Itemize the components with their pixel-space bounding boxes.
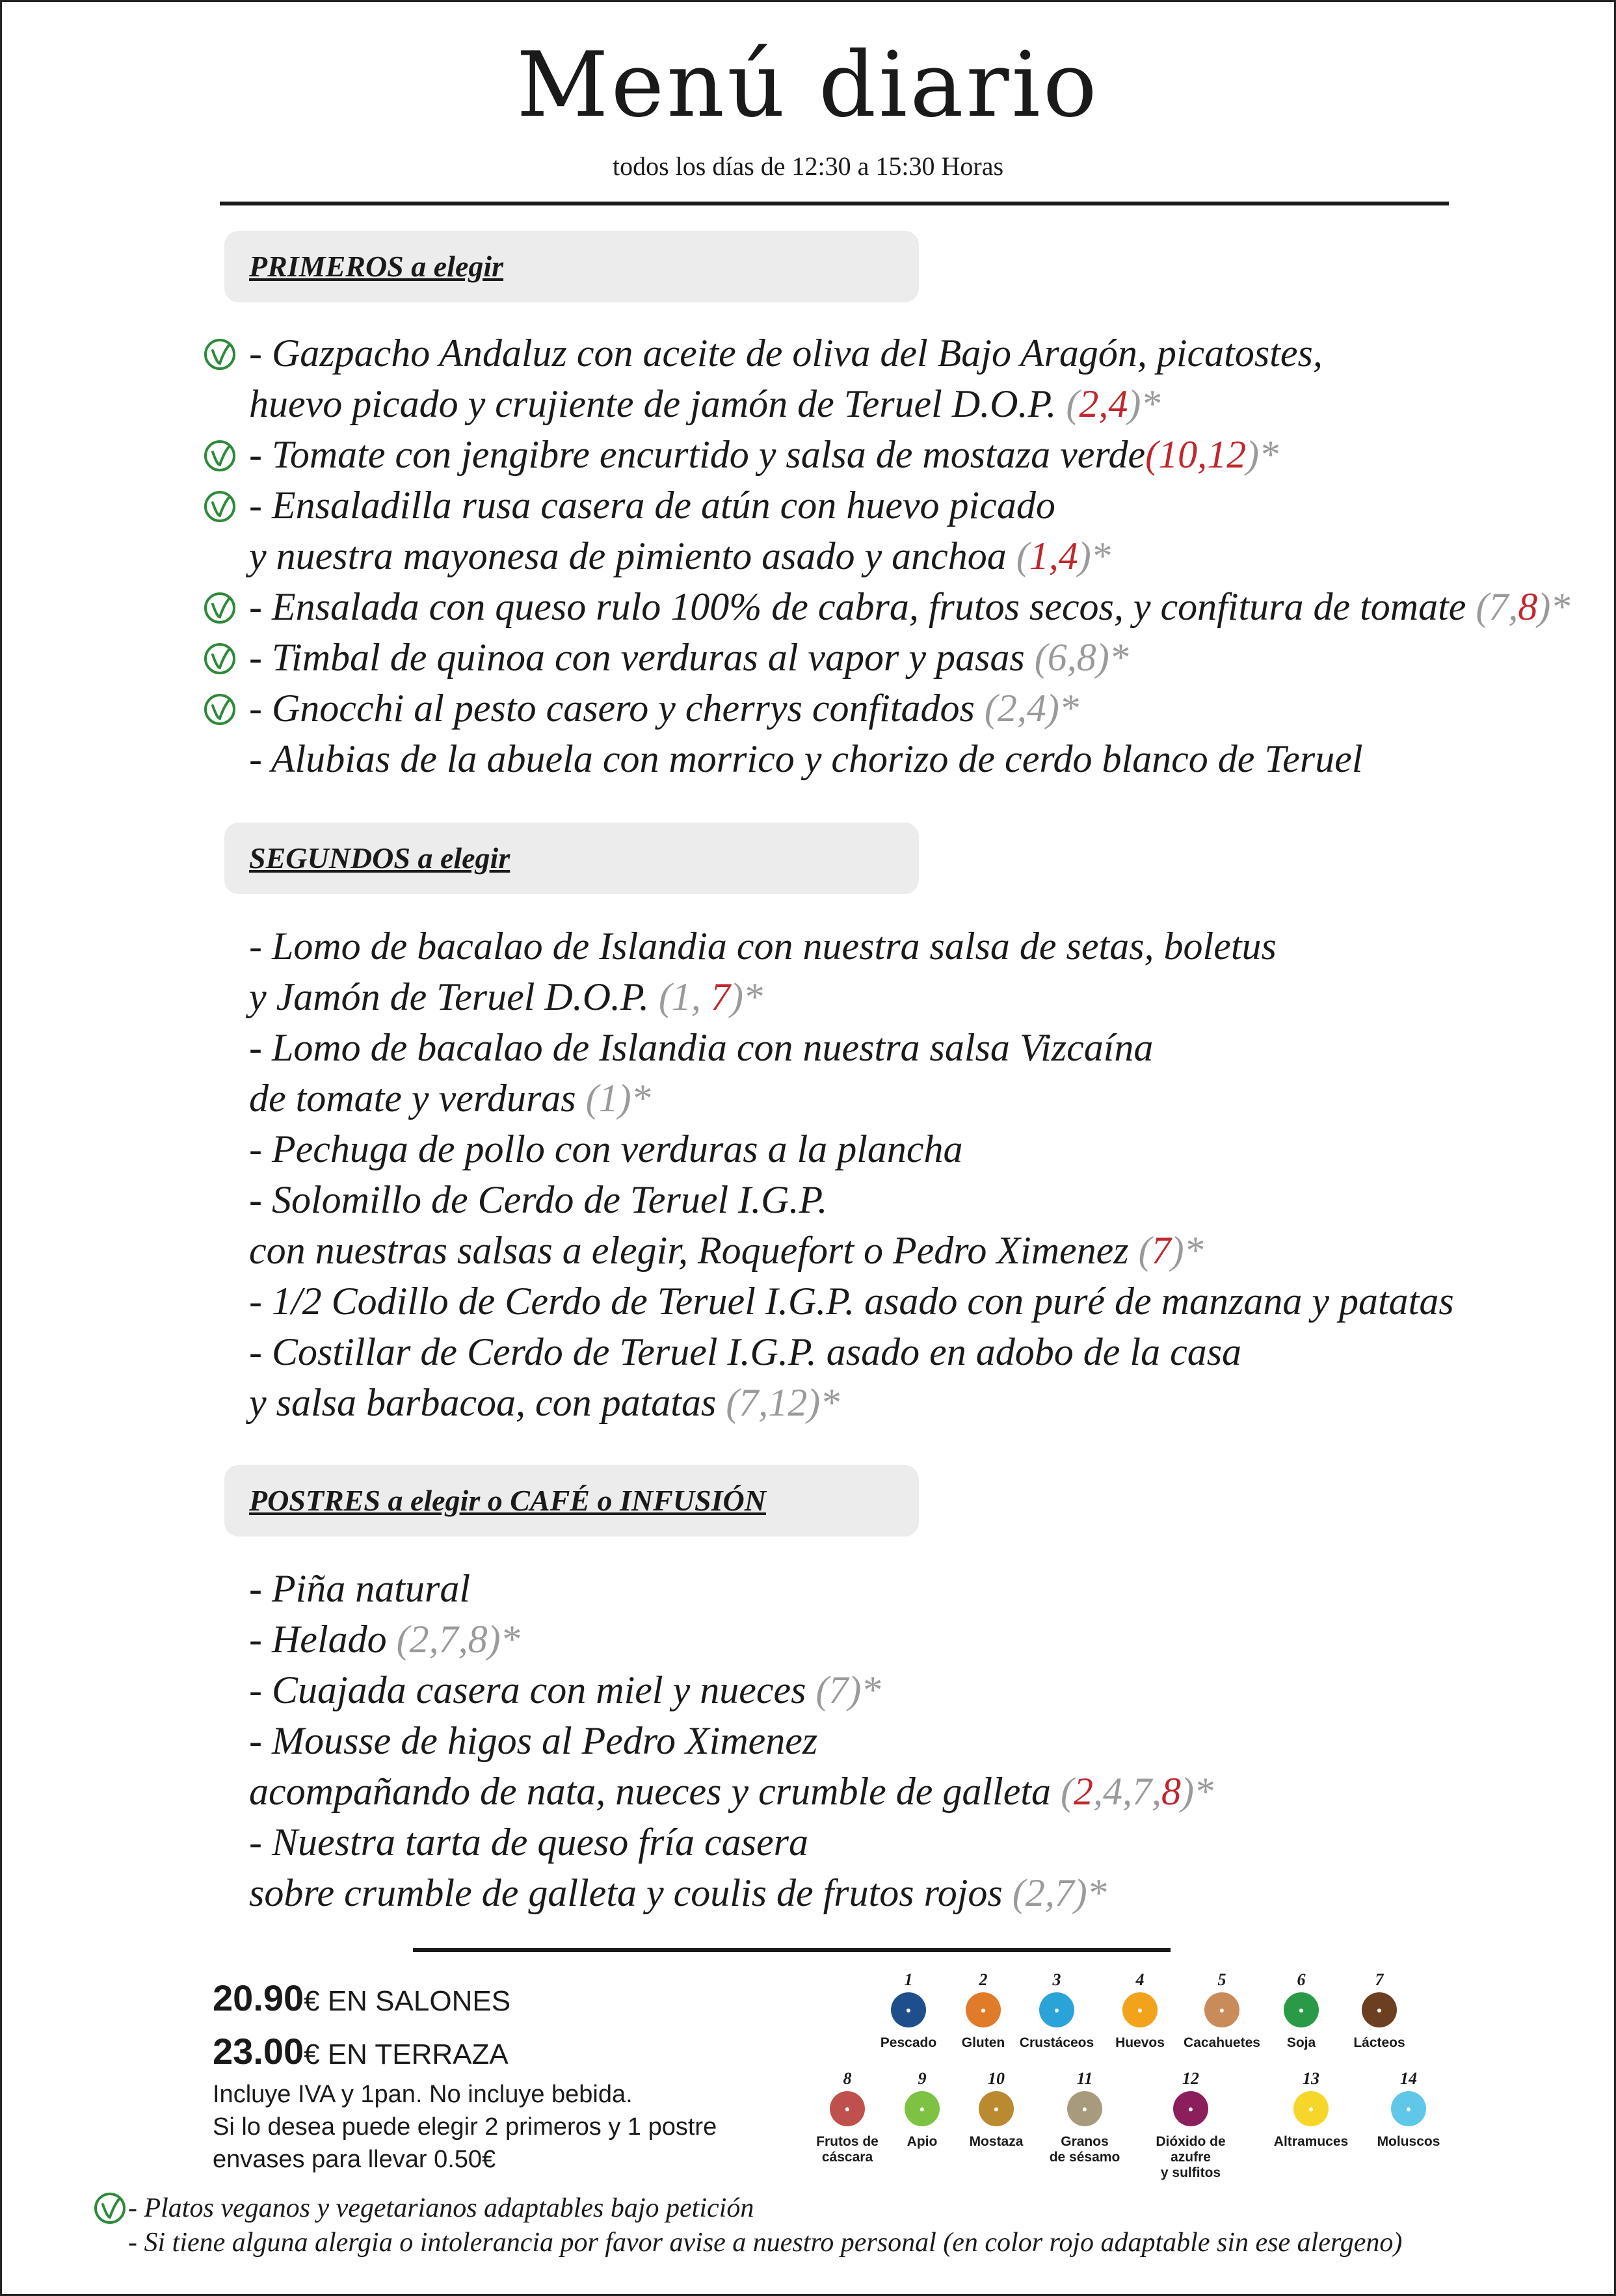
menu-item [249,1721,817,1760]
allergen-code: 2,4 [1079,382,1128,425]
menu-item [249,536,1111,575]
menu-item [249,977,763,1016]
allergen-label: Gluten [961,2035,1005,2050]
price-note-2: Si lo desea puede elegir 2 primeros y 1 postre [213,2113,717,2141]
allergen-label: Frutos de cáscara [816,2134,879,2165]
terraza-price: 23.00 [213,2031,304,2072]
allergen-label: Mostaza [969,2134,1024,2149]
vegan-leaf-icon [203,490,237,523]
menu-item-text: acompañando de nata, nueces y crumble de galleta [249,1770,1061,1813]
lupin-icon: ● [1293,2091,1329,2126]
price-note-1: Incluye IVA y 1pan. No incluye bebida. [213,2081,633,2108]
allergen-code: ( [1061,1770,1074,1813]
vegan-leaf-icon [203,439,237,473]
primeros-title: PRIMEROS a elegir [249,250,504,283]
price-terraza [213,2030,509,2072]
menu-item-text: - Helado [249,1618,397,1661]
allergen-code: 8 [1161,1770,1182,1813]
allergen-code: ( [1138,1229,1152,1272]
menu-item [249,1129,963,1168]
allergen-code: (1)* [585,1077,651,1120]
menu-item-text: - Pechuga de pollo con verduras a la plancha [249,1128,963,1170]
allergen-code: )* [1181,1770,1213,1813]
menu-item [249,1282,1454,1321]
allergen-code: (2,7)* [1012,1871,1107,1914]
allergen-label: Dióxido de azufre y sulfitos [1156,2134,1226,2181]
menu-item [249,435,1278,474]
allergen-code: (7,12)* [726,1381,840,1424]
allergen-code: (6,8)* [1034,636,1129,679]
milk-icon: ● [1362,1992,1397,2027]
menu-item [249,1873,1107,1912]
allergen-11 [1036,2069,1133,2165]
shell-icon: ● [1391,2091,1426,2126]
header-divider [220,202,1449,205]
soy-icon: ● [1284,1992,1319,2027]
allergen-label: Altramuces [1273,2134,1349,2149]
allergen-code: )* [1246,433,1279,476]
allergen-13 [1262,2069,1360,2150]
menu-item-text: - Lomo de bacalao de Islandia con nuestra salsa Vizcaína [249,1026,1154,1069]
nut-icon: ● [830,2091,865,2126]
price-salones [213,1977,510,2019]
allergen-number: 10 [988,2069,1005,2088]
allergen-code: 8 [1518,585,1538,628]
menu-item [249,739,1363,778]
menu-item [249,1569,470,1608]
allergen-code: (7, [1476,585,1518,628]
allergen-number: 11 [1076,2069,1093,2088]
crab-icon: ● [1039,1992,1074,2027]
menu-item-text: - Timbal de quinoa con verduras al vapor y pasas [249,636,1035,679]
menu-item-text: - Piña natural [249,1567,470,1610]
allergen-number: 3 [1052,1970,1061,1989]
menu-item-text: - Costillar de Cerdo de Teruel I.G.P. asado en adobo de la casa [249,1330,1242,1373]
allergen-label: Crustáceos [1019,2035,1094,2050]
vegan-leaf-icon [203,642,237,676]
menu-item [249,1079,651,1118]
postres-title: POSTRES a elegir o CAFÉ o INFUSIÓN [249,1484,766,1517]
menu-item-text: - Nuestra tarta de queso fría casera [249,1821,808,1864]
menu-item-text: - 1/2 Codillo de Cerdo de Teruel I.G.P. asado con puré de manzana y patatas [249,1280,1454,1323]
allergen-code: )* [1128,382,1161,425]
menu-item-text: - Ensaladilla rusa casera de atún con huevo picado [249,484,1055,527]
postres-section-header [224,1465,919,1537]
menu-item-text: - Cuajada casera con miel y nueces [249,1669,816,1711]
allergen-number: 5 [1217,1970,1226,1989]
allergen-number: 1 [904,1970,913,1989]
allergen-code: ( [1066,382,1080,425]
allergen-12 [1142,2069,1239,2181]
menu-item-text: y nuestra mayonesa de pimiento asado y anchoa [249,534,1016,577]
allergen-code: 1,4 [1029,534,1078,577]
allergen-number: 14 [1400,2069,1417,2088]
menu-item-text: - Mousse de higos al Pedro Ximenez [249,1719,818,1762]
allergen-number: 4 [1135,1970,1145,1989]
menu-item [249,587,1570,626]
menu-item [249,1670,881,1709]
vegan-leaf-icon [203,693,237,726]
terraza-label: € EN TERRAZA [304,2039,509,2070]
allergy-note: - Si tiene alguna alergia o intolerancia por favor avise a nuestro personal (en color rojo adaptable sin ese alergeno) [128,2228,1403,2258]
allergen-code: (10,12 [1145,433,1247,476]
menu-item-text: huevo picado y crujiente de jamón de Teruel D.O.P. [249,382,1066,425]
allergen-14 [1360,2069,1457,2150]
allergen-code: ( [1016,534,1029,577]
menu-item [249,1383,840,1422]
segundos-section-header [224,823,919,894]
menu-item [249,1620,520,1659]
allergen-label: Apio [907,2134,938,2149]
menu-item-text: y Jamón de Teruel D.O.P. [249,975,659,1018]
sesame-icon: ● [1067,2091,1102,2126]
allergen-label: Soja [1286,2035,1316,2050]
allergen-label: Cacahuetes [1184,2035,1260,2050]
allergen-code: ,4,7, [1093,1770,1162,1813]
allergen-code: (2,4)* [984,687,1079,730]
menu-item [249,927,1277,966]
menu-item [249,1028,1153,1067]
menu-item [249,334,1323,373]
allergen-number: 9 [918,2069,927,2088]
allergen-label: Moluscos [1377,2134,1440,2149]
primeros-section-header [224,231,919,302]
salones-price: 20.90 [213,1977,304,2018]
allergen-label: Huevos [1115,2035,1165,2050]
allergen-label: Granos de sésamo [1049,2134,1120,2165]
menu-item [249,638,1129,677]
allergen-number: 8 [843,2069,852,2088]
segundos-title: SEGUNDOS a elegir [249,841,510,875]
mustard-icon: ● [979,2091,1014,2126]
menu-item-text: - Tomate con jengibre encurtido y salsa de mostaza verde [249,433,1146,476]
vegan-leaf-icon [93,2191,127,2225]
menu-item [249,486,1055,525]
allergen-code: )* [1537,585,1570,628]
allergen-7 [1331,1970,1428,2051]
allergen-code: )* [730,975,763,1018]
allergen-10 [947,2069,1045,2150]
menu-item-text: con nuestras salsas a elegir, Roquefort o Pedro Ximenez [249,1229,1139,1272]
menu-hours: todos los días de 12:30 a 15:30 Horas [612,152,1004,181]
allergen-code: 7 [1151,1229,1171,1272]
allergen-number: 13 [1303,2069,1319,2088]
sulphite-icon: ● [1173,2091,1208,2126]
menu-item-text: - Solomillo de Cerdo de Teruel I.G.P. [249,1178,828,1221]
allergen-code: 7 [710,975,730,1018]
menu-item [249,1332,1241,1371]
menu-item [249,689,1079,728]
salones-label: € EN SALONES [304,1985,511,2017]
fish-icon: ● [891,1992,926,2027]
allergen-code: )* [1171,1229,1204,1272]
allergen-code: 2 [1074,1770,1094,1813]
vegan-leaf-icon [203,337,237,371]
wheat-icon: ● [966,1992,1001,2027]
allergen-code: (1, [658,975,711,1018]
menu-item-text: - Gazpacho Andaluz con aceite de oliva del Bajo Aragón, picatostes, [249,332,1323,375]
menu-item-text: - Alubias de la abuela con morrico y chorizo de cerdo blanco de Teruel [249,737,1363,780]
vegan-leaf-icon [203,591,237,625]
menu-item-text: de tomate y verduras [249,1077,586,1120]
menu-item-text: sobre crumble de galleta y coulis de frutos rojos [249,1871,1013,1914]
allergen-label: Pescado [880,2035,937,2050]
pricing-divider [413,1948,1171,1952]
allergen-code: )* [1078,534,1111,577]
menu-item-text: y salsa barbacoa, con patatas [249,1381,726,1424]
allergen-number: 12 [1182,2069,1199,2088]
vegan-note: - Platos veganos y vegetarianos adaptables bajo petición [128,2193,754,2223]
peanut-icon: ● [1204,1992,1239,2027]
menu-item [249,1231,1204,1270]
allergen-code: (2,7,8)* [396,1618,520,1661]
price-note-3: envases para llevar 0.50€ [213,2146,496,2173]
menu-item [249,384,1160,423]
menu-title: Menú diario [516,33,1100,137]
menu-item [249,1180,827,1219]
egg-icon: ● [1122,1992,1158,2027]
menu-item-text: - Ensalada con queso rulo 100% de cabra, frutos secos, y confitura de tomate [249,585,1476,628]
menu-item-text: - Gnocchi al pesto casero y cherrys confitados [249,687,985,730]
menu-item [249,1823,808,1862]
celery-icon: ● [905,2091,940,2126]
menu-item [249,1772,1213,1811]
allergen-number: 7 [1375,1970,1384,1989]
allergen-code: (7)* [815,1669,881,1711]
allergen-label: Lácteos [1353,2035,1405,2050]
menu-item-text: - Lomo de bacalao de Islandia con nuestra salsa de setas, boletus [249,925,1277,968]
allergen-number: 6 [1297,1970,1306,1989]
allergen-number: 2 [979,1970,988,1989]
